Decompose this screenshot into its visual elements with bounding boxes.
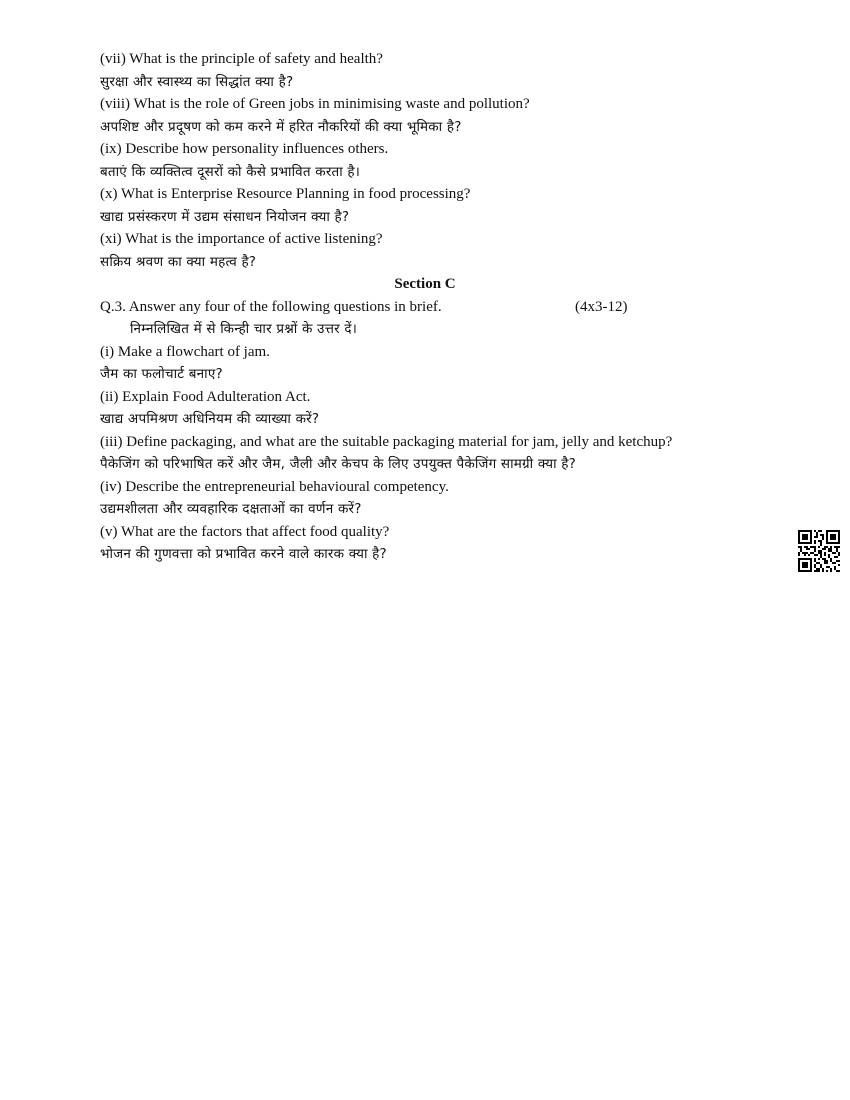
question-hi: भोजन की गुणवत्ता को प्रभावित करने वाले कारक क्या है?	[100, 546, 387, 562]
section-c-questions	[100, 341, 800, 566]
question-item	[100, 48, 800, 93]
question-en: (ix) Describe how personality influences others.	[100, 141, 389, 157]
question-item	[100, 476, 800, 521]
question-item	[100, 93, 800, 138]
question-en: (ii) Explain Food Adulteration Act.	[100, 388, 311, 405]
question-hi: उद्यमशीलता और व्यवहारिक दक्षताओं का वर्णन करें?	[100, 501, 362, 517]
section-instruction	[100, 296, 800, 319]
section-heading: Section C	[394, 276, 456, 292]
question-item	[100, 183, 800, 228]
question-en: (iv) Describe the entrepreneurial behavioural competency.	[100, 478, 449, 495]
qr-code-icon	[798, 530, 840, 572]
question-hi: खाद्य प्रसंस्करण में उद्यम संसाधन नियोजन क्या है?	[100, 208, 350, 225]
question-hi: पैकेजिंग को परिभाषित करें और जैम, जैली और केचप के लिए उपयुक्त पैकेजिंग सामग्री क्या है?	[100, 456, 577, 472]
question-hi: सक्रिय श्रवण का क्या महत्व है?	[100, 253, 257, 270]
question-hi: जैम का फलोचार्ट बनाए?	[100, 366, 223, 382]
question-en: (iii) Define packaging, and what are the suitable packaging material for jam, jelly and ketchup?	[100, 433, 673, 450]
question-item	[100, 386, 800, 431]
question-hi: अपशिष्ट और प्रदूषण को कम करने में हरित नौकरियों की क्या भूमिका है?	[100, 118, 462, 135]
instruction-hi: निम्नलिखित में से किन्ही चार प्रश्नों के उत्तर दें।	[130, 321, 358, 337]
question-item	[100, 341, 800, 386]
question-en: (v) What are the factors that affect food quality?	[100, 523, 390, 540]
question-en: (xi) What is the importance of active listening?	[100, 231, 383, 247]
question-en: (i) Make a flowchart of jam.	[100, 343, 270, 360]
question-en: (vii) What is the principle of safety and health?	[100, 51, 383, 67]
section-b-questions	[100, 48, 800, 273]
question-en: (x) What is Enterprise Resource Planning in food processing?	[100, 186, 471, 202]
instruction-en: Q.3. Answer any four of the following questions in brief.	[100, 298, 442, 315]
question-hi: बताएं कि व्यक्तित्व दूसरों को कैसे प्रभावित करता है।	[100, 163, 361, 180]
marks-label: (4x3-12)	[575, 298, 628, 315]
question-hi: खाद्य अपमिश्रण अधिनियम की व्याख्या करें?	[100, 411, 320, 427]
question-item	[100, 228, 800, 273]
exam-page	[100, 48, 800, 566]
question-item	[100, 138, 800, 183]
question-item	[100, 521, 800, 566]
question-en: (viii) What is the role of Green jobs in minimising waste and pollution?	[100, 96, 530, 112]
question-hi: सुरक्षा और स्वास्थ्य का सिद्धांत क्या है?	[100, 73, 294, 90]
question-item	[100, 431, 800, 476]
